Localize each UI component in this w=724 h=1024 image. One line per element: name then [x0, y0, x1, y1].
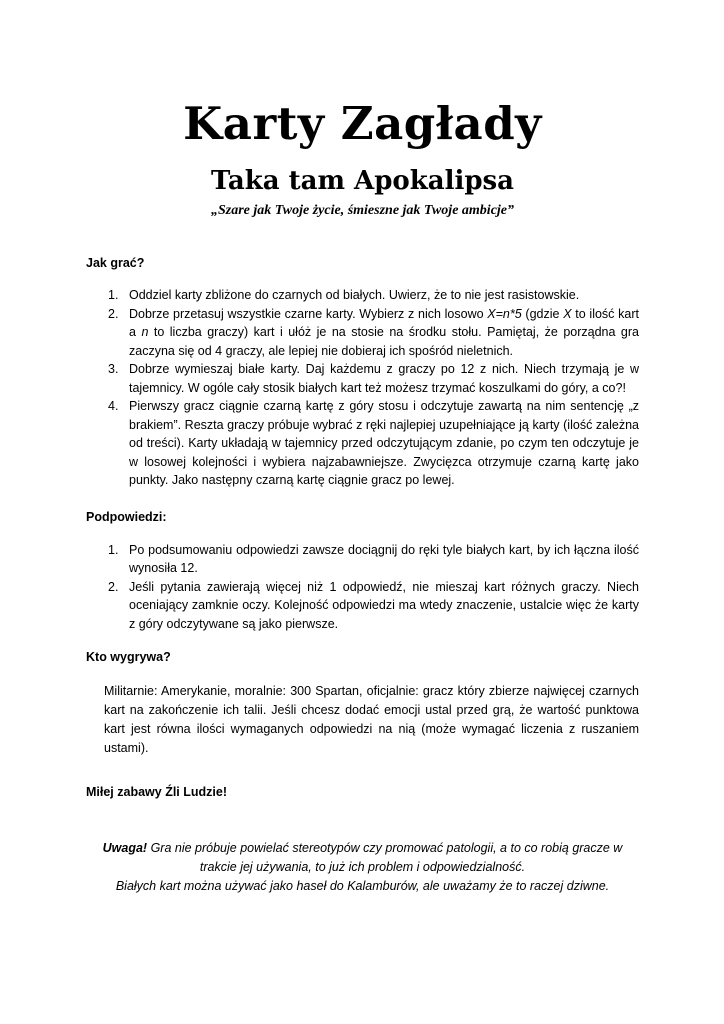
disclaimer-note: [86, 839, 639, 896]
hints-heading: Podpowiedzi:: [86, 509, 167, 524]
list-item: [86, 578, 639, 634]
document-tagline: „Szare jak Twoje życie, śmieszne jak Twoje ambicje”: [210, 203, 515, 218]
list-item-text: Po podsumowaniu odpowiedzi zawsze dociągnij do ręki tyle białych kart, by ich łączna ilość wynosiła 12.: [129, 542, 639, 575]
list-item: [86, 305, 639, 361]
list-item-text: to ilość kart a: [129, 306, 639, 339]
list-item-number: 2.: [108, 306, 119, 321]
how-to-play-list: [86, 286, 639, 490]
list-item-number: 1.: [108, 288, 119, 302]
variable-n: n: [141, 325, 149, 339]
list-item: [86, 397, 639, 490]
list-item-number: 1.: [108, 542, 119, 557]
disclaimer-label: Uwaga!: [102, 841, 148, 855]
document-page: [86, 96, 639, 896]
who-wins-heading: Kto wygrywa?: [86, 650, 171, 664]
disclaimer-line-2: Białych kart można używać jako haseł do Kalamburów, ale uważamy że to raczej dziwne.: [115, 879, 610, 893]
list-item-text: Dobrze wymieszaj białe karty. Daj każdemu z graczy po 12 z nich. Niech trzymają je w tajemnicy. W ogóle cały stosik białych kart też możesz trzymać koszulkami do góry, a co?!: [129, 362, 639, 395]
formula-text: X=n*5: [487, 306, 522, 321]
list-item: [86, 541, 639, 578]
how-to-play-heading: Jak grać?: [86, 256, 145, 270]
list-item-number: 2.: [108, 579, 119, 594]
list-item-text: Oddziel karty zbliżone do czarnych od białych. Uwierz, że to nie jest rasistowskie.: [129, 288, 580, 302]
document-subtitle: Taka tam Apokalipsa: [210, 166, 514, 196]
list-item: [86, 360, 639, 397]
list-item-text: (gdzie: [521, 306, 564, 321]
closing-line: Miłej zabawy Źli Ludzie!: [86, 785, 227, 799]
list-item-text: Pierwszy gracz ciągnie czarną kartę z góry stosu i odczytuje zawartą na nim sentencję „z brakiem”. Reszta graczy próbuje wybrać z ręki najlepiej uzupełniające ją karty (ilość zależna od treści). Karty układają w tajemnicy przed odczytującym zdanie, po czym ten odczytuje je w losowej kolejności i wybiera najzabawniejsze. Zwycięzca otrzymuje czarną kartę jako punkty. Jako następny czarną kartę ciągnie gracz po lewej.: [129, 399, 639, 487]
who-wins-paragraph: Militarnie: Amerykanie, moralnie: 300 Spartan, oficjalnie: gracz który zbierze najwięcej czarnych kart na zakończenie ich talii. Jeśli chcesz dodać emocji ustal przed grą, że wartość punktowa kart jest równa ilości wymaganych odpowiedzi na nią (może wymagać liczenia z ruszaniem ustami).: [104, 684, 639, 755]
list-item-text: to liczba graczy) kart i ułóż je na stosie na środku stołu. Pamiętaj, że porządna gra zaczyna się od 4 graczy, ale lepiej nie dobieraj ich spośród nieletnich.: [129, 325, 639, 358]
disclaimer-line-1: Gra nie próbuje powielać stereotypów czy promować patologii, a to co robią gracze w trakcie jej używania, to już ich problem i odpowiedzialność.: [147, 841, 623, 874]
document-title: Karty Zagłady: [183, 97, 542, 150]
list-item-text: Dobrze przetasuj wszystkie czarne karty. Wybierz z nich losowo: [129, 306, 488, 321]
list-item: [86, 286, 639, 305]
variable-x: X: [563, 306, 572, 321]
list-item-text: Jeśli pytania zawierają więcej niż 1 odpowiedź, nie mieszaj kart różnych graczy. Niech oceniający zamknie oczy. Kolejność odpowiedzi ma wtedy znaczenie, ustalcie więc że karty z góry odczytywane są jako pierwsze.: [129, 579, 639, 631]
list-item-number: 3.: [108, 362, 119, 376]
hints-list: [86, 541, 639, 634]
list-item-number: 4.: [108, 399, 119, 413]
